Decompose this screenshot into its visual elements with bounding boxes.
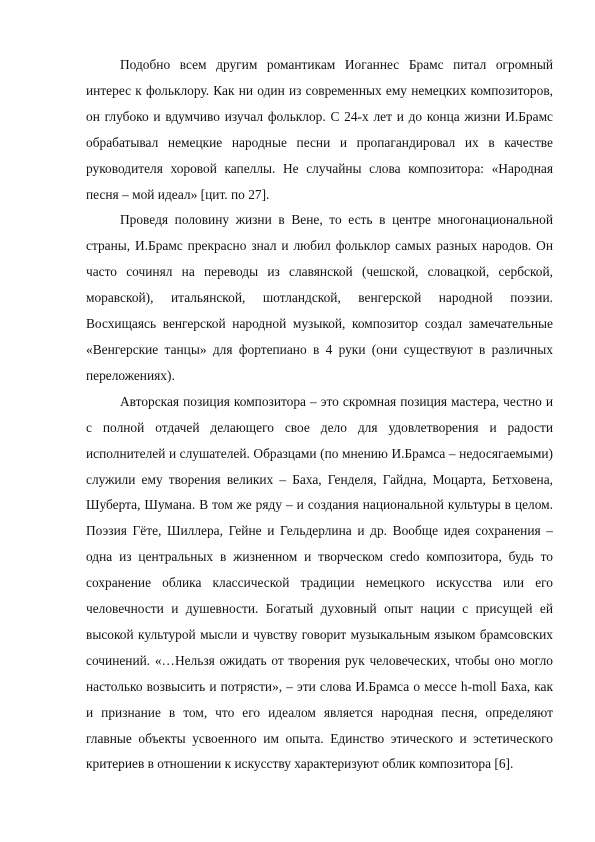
document-page: [86, 52, 553, 777]
paragraph-folklore-interest: Подобно всем другим романтикам Иоганнес Брамс питал огромный интерес к фольклору. Как ни один из современных ему немецких композиторов, он глубоко и вдумчиво изучал фольклор. С 24-х лет и до конца жизни И.Брамс обрабатывал немецкие народные песни и пропагандировал их в качестве руководителя хоровой капеллы. Не случайны слова композитора: «Народная песня – мой идеал» [цит. по 27].: [86, 57, 553, 202]
paragraph-vienna-folklore: Проведя половину жизни в Вене, то есть в центре многонациональной страны, И.Брамс прекрасно знал и любил фольклор самых разных народов. Он часто сочинял на переводы из славянской (чешской, словацкой, сербской, моравской), итальянской, шотландской, венгерской народной поэзии. Восхищаясь венгерской народной музыкой, композитор создал замечательные «Венгерские танцы» для фортепиано в 4 руки (они существуют в различных переложениях).: [86, 212, 553, 383]
paragraph-author-position: Авторская позиция композитора – это скромная позиция мастера, честно и с полной отдачей делающего свое дело для удовлетворения и радости исполнителей и слушателей. Образцами (по мнению И.Брамса – недосягаемыми) служили ему творения великих – Баха, Генделя, Гайдна, Моцарта, Бетховена, Шуберта, Шумана. В том же ряду – и создания национальной культуры в целом. Поэзия Гёте, Шиллера, Гейне и Гельдерлина и др. Вообще идея сохранения – одна из центральных в жизненном и творческом credo композитора, будь то сохранение облика классической традиции немецкого искусства или его человечности и душевности. Богатый духовный опыт нации с присущей ей высокой культурой мысли и чувству говорит музыкальным языком брамсовских сочинений. «…Нельзя ожидать от творения рук человеческих, чтобы оно могло настолько возвысить и потрясти», – эти слова И.Брамса о мессе h-moll Баха, как и признание в том, что его идеалом является народная песня, определяют главные объекты усвоенного им опыта. Единство этического и эстетического критериев в отношении к искусству характеризуют облик композитора [6].: [86, 393, 553, 772]
